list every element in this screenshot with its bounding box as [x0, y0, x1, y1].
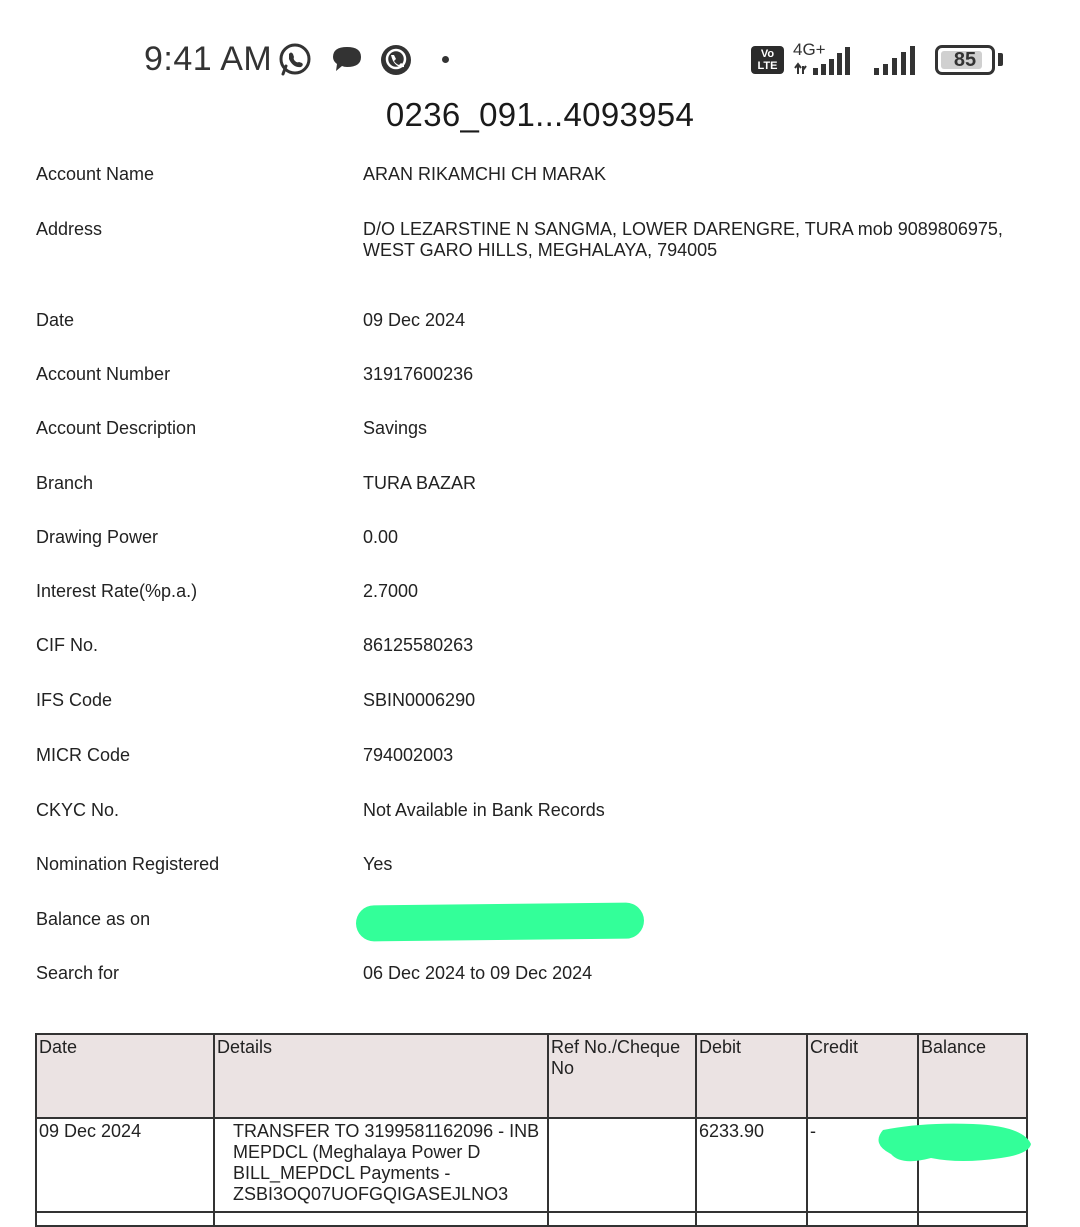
table-row: [36, 1212, 1027, 1226]
info-label: Balance as on: [36, 909, 151, 929]
header-credit: Credit: [807, 1034, 918, 1118]
info-label: Search for: [36, 963, 120, 983]
notification-dot: [442, 56, 449, 63]
info-label: Account Number: [36, 364, 171, 384]
info-label: Account Name: [36, 164, 155, 184]
info-label: Drawing Power: [36, 527, 159, 547]
info-label: MICR Code: [36, 745, 131, 765]
cell-empty: [918, 1212, 1027, 1226]
redaction-mark-balance: [356, 902, 644, 941]
info-value: Yes: [363, 854, 393, 874]
info-value: TURA BAZAR: [363, 473, 477, 493]
message-icon: [329, 42, 365, 78]
cell-empty: [807, 1212, 918, 1226]
cell-empty: [214, 1212, 548, 1226]
info-value: 794002003: [363, 745, 454, 765]
whatsapp-business-icon: [378, 42, 414, 78]
cell-empty: [548, 1212, 696, 1226]
network-type: 4G+: [793, 40, 826, 59]
info-value: 09 Dec 2024: [363, 310, 466, 330]
info-label: Branch: [36, 473, 94, 493]
info-value: Not Available in Bank Records: [363, 800, 605, 820]
battery-tip: [998, 53, 1003, 66]
document-title: 0236_091...4093954: [385, 96, 695, 133]
redaction-mark-row-balance: [873, 1118, 1033, 1178]
volte-label: Vo LTE: [757, 48, 778, 72]
info-label: Interest Rate(%p.a.): [36, 581, 198, 601]
volte-icon: [751, 46, 784, 74]
status-bar: [0, 0, 1080, 100]
status-time: 9:41 AM: [144, 40, 273, 78]
cell-ref-no: [548, 1118, 696, 1212]
cell-empty: [36, 1212, 214, 1226]
info-label: Date: [36, 310, 75, 330]
header-debit: Debit: [696, 1034, 807, 1118]
info-value: ARAN RIKAMCHI CH MARAK: [363, 164, 607, 184]
info-value: SBIN0006290: [363, 690, 476, 710]
cell-date: 09 Dec 2024: [36, 1118, 214, 1212]
signal-sim1-icon: [793, 44, 863, 76]
table-header-row: [36, 1034, 1027, 1118]
info-label: CIF No.: [36, 635, 99, 655]
cell-empty: [696, 1212, 807, 1226]
battery-level: 85: [953, 49, 977, 71]
info-label: CKYC No.: [36, 800, 120, 820]
info-label: Nomination Registered: [36, 854, 220, 874]
whatsapp-icon: [277, 42, 313, 78]
info-value: D/O LEZARSTINE N SANGMA, LOWER DARENGRE, TURA mob 9089806975, WEST GARO HILLS, MEGHALAYA, 794005: [363, 219, 1003, 260]
info-value: Savings: [363, 418, 428, 438]
cell-details: TRANSFER TO 3199581162096 - INB MEPDCL (Meghalaya Power D BILL_MEPDCL Payments - ZSBI3OQ07UOFGQIGASEJLNO3: [214, 1118, 548, 1212]
header-details: Details: [214, 1034, 548, 1118]
header-ref-no: Ref No./Cheque No: [548, 1034, 696, 1118]
info-value: 86125580263: [363, 635, 474, 655]
info-value: 06 Dec 2024 to 09 Dec 2024: [363, 963, 593, 983]
info-value: 2.7000: [363, 581, 419, 601]
info-label: Address: [36, 219, 103, 239]
signal-sim2-icon: [872, 44, 924, 76]
info-value: 31917600236: [363, 364, 474, 384]
info-label: Account Description: [36, 418, 197, 438]
battery-icon: [935, 45, 995, 75]
header-balance: Balance: [918, 1034, 1027, 1118]
info-label: IFS Code: [36, 690, 113, 710]
cell-credit: -: [807, 1118, 918, 1212]
info-value: 0.00: [363, 527, 399, 547]
header-date: Date: [36, 1034, 214, 1118]
cell-debit: 6233.90: [696, 1118, 807, 1212]
